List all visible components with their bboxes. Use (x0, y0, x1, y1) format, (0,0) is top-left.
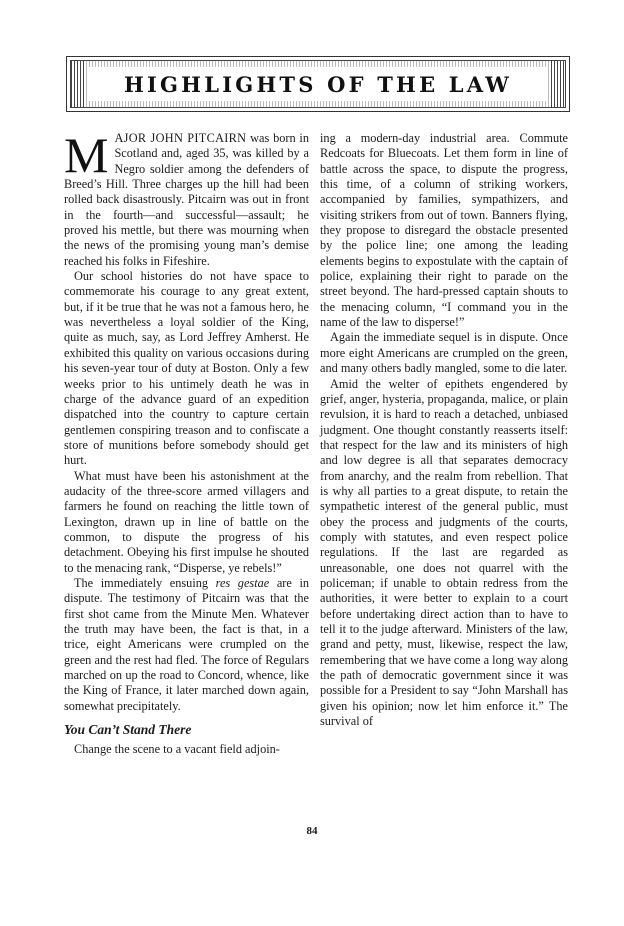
paragraph-4-italic: res gestae (215, 575, 270, 590)
subheading: You Can’t Stand There (64, 722, 192, 738)
banner-plate (89, 67, 547, 101)
banner-left-ornament (71, 61, 85, 107)
paragraph-r2: Again the immediate sequel is in dispute. Once more eight Americans are crumpled on the green, and many others badly mangled, some to die later. (320, 330, 568, 376)
paragraph-r1: ing a modern-day industrial area. Commute Redcoats for Bluecoats. Let them form in line of battle across the space, to dispute the progress, this time, of a column of striking workers, accompanied by families, sympathizers, and visiting strikers from out of town. Banners flying, they propose to disregard the obstacle presented by the police line; one among the leading elements begins to expostulate with the captain of police, explaining their right to parade on the street beyond. The hard-pressed captain shouts to the menacing column, “I command you in the name of the law to disperse!” (320, 131, 568, 330)
page-number: 84 (306, 825, 318, 837)
paragraph-3: What must have been his astonishment at the audacity of the three-score armed villagers and farmers he found on reaching the little town of Lexington, drawn up in line of battle on the common, to dispute the progress of his detachment. Obeying his first impulse he shouted to the menacing rank, “Disperse, ye rebels!” (64, 468, 309, 575)
drop-cap: M (64, 127, 109, 183)
paragraph-4 (64, 576, 309, 714)
lead-text: was born in Scotland and, aged 35, was killed by a Negro soldier among the defenders of Breed’s Hill. Three charges up the hill had been rolled back disastrously. Pitcairn was out in front in the fourth—and successful—assault; he proved his mettle, but there was mourning when the news of the promising young man’s demise reached his folks in Fifeshire. (64, 131, 309, 268)
lead-paragraph (64, 127, 309, 269)
right-column (320, 131, 568, 729)
section-title: HIGHLIGHTS OF THE LAW (123, 71, 512, 97)
lead-smallcaps: AJOR JOHN PITCAIRN (114, 131, 247, 145)
paragraph-5: Change the scene to a vacant field adjoin- (74, 742, 280, 757)
paragraph-4-end: are in dispute. The testimony of Pitcairn was that the first shot came from the Minute Men. Whatever the truth may have been, the fact is that, in a trice, eight Americans were crumpled on the green and the rest had fled. The force of Regulars marched on up the road to Concord, whence, like the King of France, it later marched down again, somewhat precipitately. (64, 575, 310, 713)
left-column (64, 127, 310, 757)
banner-hatching (70, 60, 566, 108)
paragraph-r3: Amid the welter of epithets engendered by grief, anger, hysteria, propaganda, malice, or plain revulsion, it is hard to reach a detached, unbiased judgment. One thought constantly reasserts itself: that respect for the law and its ministers of high and low degree is all that separates democracy from anarchy, and the realm from rebellion. That is why all parties to a great dispute, to retain the sympathetic interest of the general public, must obey the process and judgments of the courts, comply with statutes, and even respect police regulations. If the last are regarded as unreasonable, one does not quarrel with the policeman; if unable to obtain redress from the authorities, it were better to explain to a court before undertaking direct action than to have to tell it to the judge afterward. Ministers of the law, grand and petty, must, likewise, respect the law, remembering that we have come a long way along the path of democratic government since it was possible for a President to say “John Marshall has given his opinion; now let him enforce it.” The survival of (320, 376, 568, 729)
banner-right-ornament (551, 61, 565, 107)
paragraph-4-start: The immediately ensuing (74, 575, 216, 590)
paragraph-2: Our school histories do not have space to commemorate his courage to any great extent, but, if it be true that he was not a famous hero, he was nevertheless a loyal soldier of the King, quite as much, say, as Lord Jeffrey Amherst. He exhibited this quality on various occasions during his seven-year tour of duty at Boston. Only a few weeks prior to his untimely death he was in charge of the advance guard of an expedition dispatched into the country to capture certain gentlemen conspiring treason and to confiscate a store of munitions before somebody should get hurt. (64, 269, 309, 468)
section-banner (66, 56, 570, 112)
